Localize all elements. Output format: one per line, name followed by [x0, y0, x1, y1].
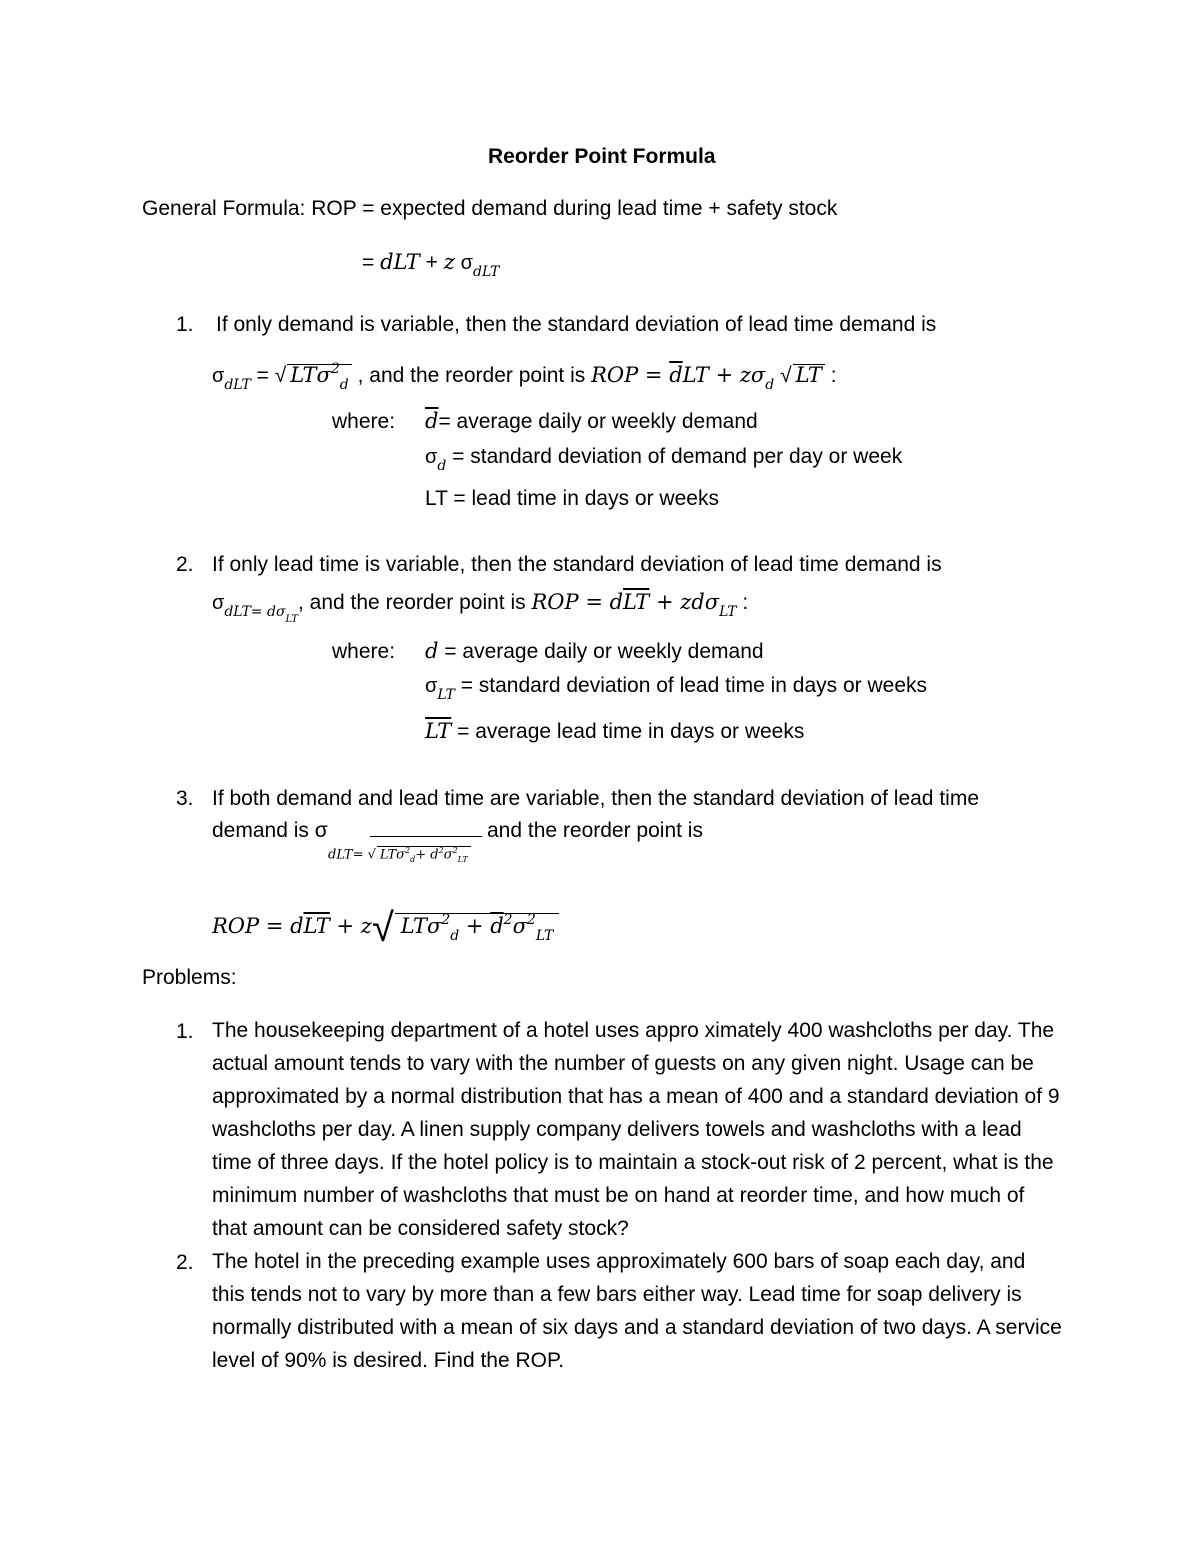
section-3-small-formula: dLT= √ $LT\sigma^2_d+ \overline{d}^2\sigma^2_{LT}$	[328, 846, 471, 864]
problem-1-number: 1.	[176, 1020, 194, 1043]
general-formula-label: General Formula:	[142, 197, 306, 220]
section-3-number: 3.	[176, 787, 194, 810]
general-formula	[142, 198, 837, 219]
section-1-def-3: LT = lead time in days or weeks	[425, 487, 719, 510]
page-title: Reorder Point Formula	[488, 145, 716, 168]
section-1-equation: $\sigma_{dLT}$ = √ LTσ$^2_d$ , and the reorder point is ROP = $\overline{d}LT + z\sigma_d$ √ LT :	[212, 361, 837, 393]
problems-heading: Problems:	[142, 966, 237, 989]
section-1-def-2: $\sigma_d$ = standard deviation of demand per day or week	[425, 445, 903, 474]
section-2-number: 2.	[176, 553, 194, 576]
section-3-text-2: demand is σ	[212, 819, 328, 842]
general-formula-text: ROP = expected demand during lead time + safety stock	[311, 197, 838, 220]
section-2-where-label: where:	[332, 640, 396, 663]
section-1-def-1: $\overline{d}=$ average daily or weekly demand	[425, 409, 758, 433]
section-3-text: If both demand and lead time are variable, then the standard deviation of lead time	[212, 787, 979, 810]
section-2-def-2: $\sigma_{LT}$ = standard deviation of lead time in days or weeks	[425, 674, 928, 703]
section-2-def-3: $\overline{LT}$ = average lead time in days or weeks	[425, 719, 805, 743]
problem-2-text: The hotel in the preceding example uses approximately 600 bars of soap each day, and this tends not to vary by more than a few bars either way. Lead time for soap delivery is normally distributed with a mean of six days and a standard deviation of two days. A service level of 90% is desired. Find the ROP.	[212, 1250, 1062, 1372]
section-2-text: If only lead time is variable, then the standard deviation of lead time demand is	[212, 553, 942, 576]
section-1-text: If only demand is variable, then the standard deviation of lead time demand is	[216, 313, 937, 336]
section-3-rop-equation: ROP = $d\overline{LT} + z√$ $LT\sigma^2_d + \overline{d}^2\sigma^2_{LT}$	[212, 900, 559, 940]
section-3-text-3: and the reorder point is	[487, 819, 703, 842]
section-1-number: 1.	[176, 313, 194, 336]
problem-1-text: The housekeeping department of a hotel uses appro ximately 400 washcloths per day. The actual amount tends to vary with the number of guests on any given night. Usage can be approximated by a normal distribution that has a mean of 400 and a standard deviation of 9 washcloths per day. A linen supply company delivers towels and washcloths with a lead time of three days. If the hotel policy is to maintain a stock-out risk of 2 percent, what is the minimum number of washcloths that must be on hand at reorder time, and how much of that amount can be considered safety stock?	[212, 1019, 1060, 1240]
general-equation: = dLT + z $\sigma_{dLT}$	[362, 250, 500, 280]
section-3-rule	[370, 836, 482, 837]
section-2-equation: $\sigma_{dLT= d\sigma_{LT}}$, and the reorder point is ROP = $d\overline{LT} + zd\sigma_{LT}$ :	[212, 590, 749, 625]
problem-2-number: 2.	[176, 1251, 194, 1274]
section-2-def-1: d = average daily or weekly demand	[425, 639, 764, 663]
section-1-where-label: where:	[332, 410, 396, 433]
